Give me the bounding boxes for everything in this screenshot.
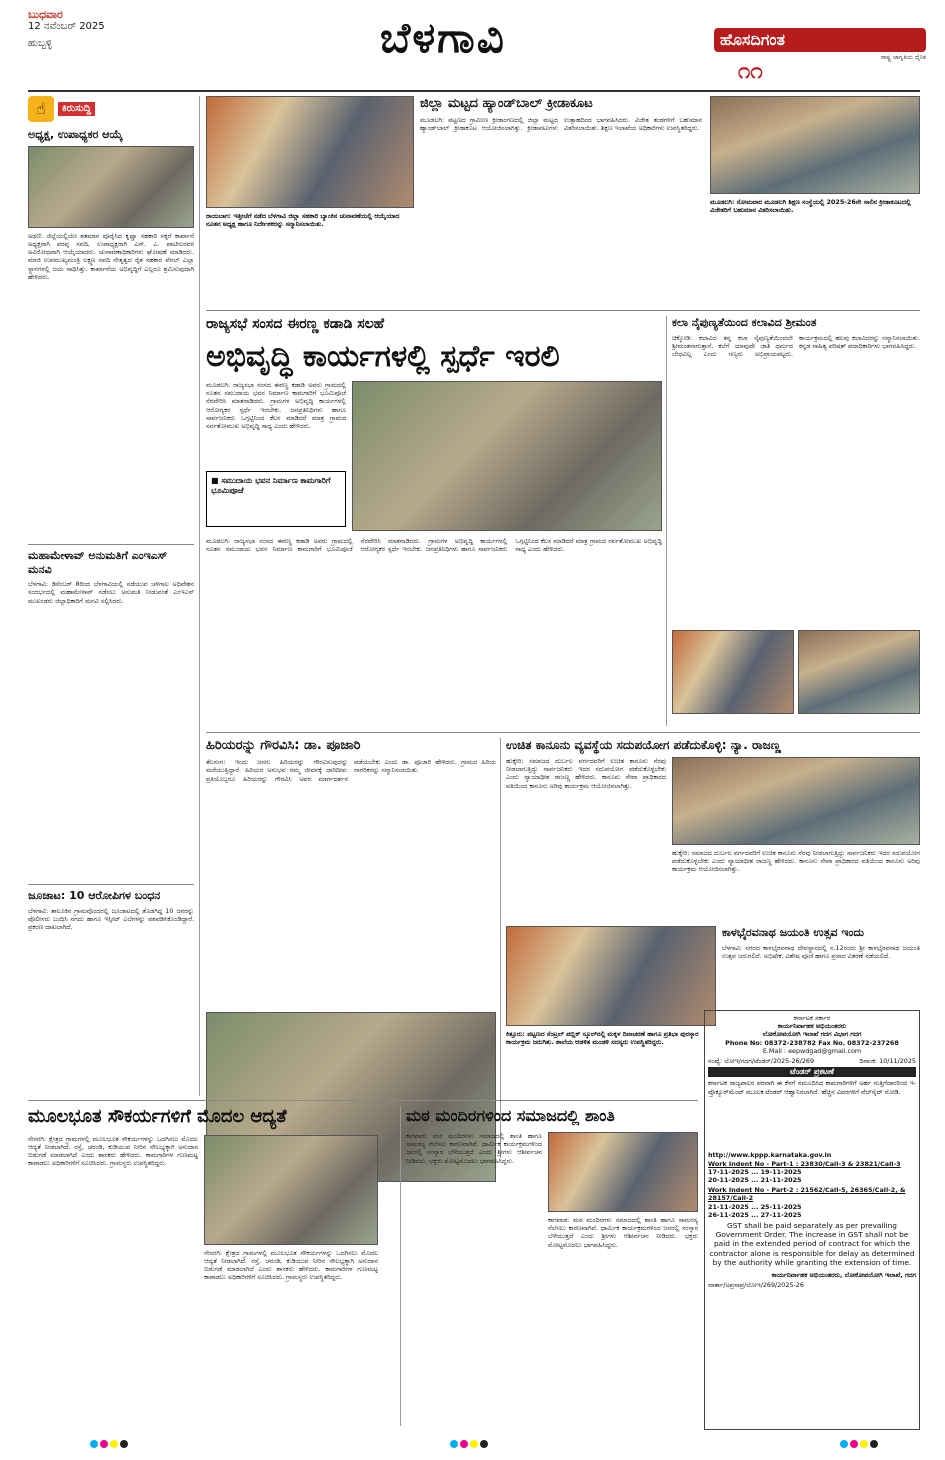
moodalagi-caption: ಮೂಡಲಗಿ: ಸೋಮವಾರ ಮೂಡಲಗಿ ಶಿಕ್ಷಣ ಸಂಸ್ಥೆಯಲ್ಲಿ 2025-26ನೇ ಸಾಲಿನ ಕ್ರೀಡಾಕೂಟದಲ್ಲಿ ವಿಜೇತರಿಗೆ ಬಹುಮಾನ ವಿತರಿಸಲಾಯಿತು. [710, 198, 911, 214]
kittur-story [506, 926, 716, 1134]
tender-dates-4: 26-11-2025 ... 27-11-2025 [708, 1210, 802, 1219]
hiriyaru-title: ಹಿರಿಯರನ್ನು ಗೌರವಿಸಿ: ಡಾ. ಪೂಜಾರಿ [206, 738, 361, 753]
tender-phone: Phone No: 08372-238782 Fax No. 08372-237268 [725, 1038, 899, 1047]
moodalagi-photo [710, 96, 920, 194]
tender-dates-2: 20-11-2025 ... 21-11-2025 [708, 1176, 802, 1185]
tender-notice [704, 1010, 920, 1430]
kirusuddi-headline-1: ಅಧ್ಯಕ್ಷ, ಉಪಾಧ್ಯಕರ ಆಯ್ಕೆ [28, 128, 123, 141]
kanoonu-photo [672, 757, 920, 845]
kalabhairava-title: ಕಾಳಭೈರವನಾಥ ಜಯಂತಿ ಉತ್ಸವ ಇಂದು [722, 926, 865, 939]
lead-text-intro: ಮೂಡಲಗಿ: ರಾಜ್ಯಸಭಾ ಸಂಸದ ಈರಣ್ಣ ಕಡಾಡಿ ಅವರು ಗ್ರಾಮದಲ್ಲಿ ನೂತನ ಸಮುದಾಯ ಭವನ ನಿರ್ಮಾಣ ಕಾಮಗಾರಿಗೆ ಭೂಮಿಪೂಜೆ ನೆರವೇರಿಸಿ ಮಾತನಾಡಿದರು. ಗ್ರಾಮಗಳ ಅಭಿವೃದ್ಧಿ ಕಾರ್ಯಗಳಲ್ಲಿ ಆರೋಗ್ಯಕರ ಸ್ಪರ್ಧೆ ಇರಬೇಕು. ಜನಪ್ರತಿನಿಧಿಗಳು ಹಾಗೂ ಸಾರ್ವಜನಿಕರು ಒಗ್ಗಟ್ಟಿನಿಂದ ಕೆಲಸ ಮಾಡಿದರೆ ಮಾತ್ರ ಗ್ರಾಮದ ಸರ್ವತೋಮುಖ ಅಭಿವೃದ್ಧಿ ಸಾಧ್ಯ ಎಂದು ಹೇಳಿದರು. [206, 381, 346, 431]
tender-sign: ಕಾರ್ಯನಿರ್ವಾಹಕ ಅಭಿಯಂತರರು, ಲೋಕೋಪಯೋಗಿ ಇಲಾಖೆ, ಗದಗ [771, 1271, 916, 1280]
tender-email: E.Mail : eepwdgad@gmail.com [762, 1046, 862, 1055]
handball-story [420, 96, 702, 302]
divider [28, 884, 194, 885]
kala-photo-2 [798, 630, 920, 714]
tender-office: ಕಾರ್ಯನಿರ್ವಾಹಕ ಅಭಿಯಂತರರು [777, 1022, 847, 1031]
lead-photo [352, 381, 662, 531]
moolabhoota-story [28, 1106, 378, 1435]
raitara-story [206, 96, 414, 298]
print-marks [90, 1440, 130, 1450]
kalabhairava-story [722, 926, 920, 1008]
tender-body: ಕರ್ನಾಟಕ ರಾಜ್ಯಪಾಲರ ಪರವಾಗಿ ಈ ಕೆಳಗೆ ನಮೂದಿಸಿದ ಕಾಮಗಾರಿಗಳಿಗೆ ಅರ್ಹ ಗುತ್ತಿಗೆದಾರರಿಂದ ಇ-ಪ್ರೊಕ್ಯೂರ್‌ಮೆಂಟ್ ಮೂಲಕ ಟೆಂಡರ್ ಆಹ್ವಾನಿಸಲಾಗಿದೆ. ಹೆಚ್ಚಿನ ವಿವರಗಳಿಗೆ ವೆಬ್‌ಸೈಟ್ ನೋಡಿ. [708, 1079, 916, 1096]
header-day: ಬುಧವಾರ [28, 8, 63, 21]
moolabhoota-title: ಮೂಲಭೂತ ಸೌಕರ್ಯಗಳಿಗೆ ಮೊದಲ ಆದ್ಯತೆ [28, 1106, 287, 1127]
print-marks [840, 1440, 880, 1450]
kirusuddi-photo [28, 146, 194, 228]
lead-pull-quote [206, 471, 346, 527]
moolabhoota-text-1: ನೇಸರಗಿ: ಕ್ಷೇತ್ರದ ಗ್ರಾಮಗಳಲ್ಲಿ ಮೂಲಭೂತ ಸೌಕರ್ಯಗಳನ್ನು ಒದಗಿಸಲು ಮೊದಲ ಆದ್ಯತೆ ನೀಡಲಾಗಿದೆ. ರಸ್ತೆ, ಚರಂಡಿ, ಕುಡಿಯುವ ನೀರಿನ ಸೌಲಭ್ಯಕ್ಕಾಗಿ ಅನುದಾನ ಬಿಡುಗಡೆ ಮಾಡಲಾಗಿದೆ ಎಂದು ಶಾಸಕರು ಹೇಳಿದರು. ಕಾಮಗಾರಿಗಳ ಗುಣಮಟ್ಟ ಕಾಪಾಡಲು ಅಧಿಕಾರಿಗಳಿಗೆ ಸೂಚಿಸಿದರು. ಗ್ರಾಮಸ್ಥರು ಉಪಸ್ಥಿತರಿದ್ದರು. [28, 1134, 198, 1168]
brand-logo [714, 28, 926, 84]
column-rule [666, 316, 667, 726]
kirusuddi-headline-3: ಜೂಜಾಟ: 10 ಆರೋಪಿಗಳ ಬಂಧನ [28, 889, 161, 903]
tender-bar: ಟೆಂಡರ್ ಪ್ರಕಟಣೆ [708, 1067, 916, 1077]
kanoonu-text-1: ಹುಕ್ಕೇರಿ: ಸಮಾಜದ ದುರ್ಬಲ ವರ್ಗದವರಿಗೆ ಉಚಿತ ಕಾನೂನು ನೆರವು ನೀಡಲಾಗುತ್ತಿದ್ದು ಸಾರ್ವಜನಿಕರು ಇದರ ಸದುಪಯೋಗ ಪಡೆದುಕೊಳ್ಳಬೇಕು ಎಂದು ನ್ಯಾಯಾಧೀಶ ರಾಜಣ್ಣ ಹೇಳಿದರು. ಕಾನೂನು ಸೇವಾ ಪ್ರಾಧಿಕಾರದ ವತಿಯಿಂದ ಕಾನೂನು ಅರಿವು ಕಾರ್ಯಕ್ರಮ ಆಯೋಜಿಸಲಾಗಿತ್ತು. [506, 757, 666, 790]
kala-story [672, 316, 920, 714]
print-marks [450, 1440, 490, 1450]
kala-photo-1 [672, 630, 794, 714]
tender-ref: ಸಂಖ್ಯೆ: ಲೋಇ/ಗದಗ/ಟೆಂಡರ್/2025-26/269 [708, 1057, 815, 1066]
handball-text: ಮೂಡಲಗಿ: ಪಟ್ಟಣದ ಗ್ರಾಮೀಣ ಕ್ರೀಡಾಂಗಣದಲ್ಲಿ ಜಿಲ್ಲಾ ಮಟ್ಟದ ಹ್ಯಾಂಡ್‌ಬಾಲ್ ಕ್ರೀಡಾಕೂಟ ಆಯೋಜಿಸಲಾಗಿತ್ತು. ಕ್ರೀಡಾಪಟುಗಳು ಉತ್ಸಾಹದಿಂದ ಭಾಗವಹಿಸಿದರು. ವಿಜೇತ ತಂಡಗಳಿಗೆ ಬಹುಮಾನ ವಿತರಿಸಲಾಯಿತು. ಶಿಕ್ಷಣ ಇಲಾಖೆಯ ಅಧಿಕಾರಿಗಳು ಉಪಸ್ಥಿತರಿದ್ದರು. [420, 116, 702, 133]
kanoonu-text-2: ಹುಕ್ಕೇರಿ: ಸಮಾಜದ ದುರ್ಬಲ ವರ್ಗದವರಿಗೆ ಉಚಿತ ಕಾನೂನು ನೆರವು ನೀಡಲಾಗುತ್ತಿದ್ದು ಸಾರ್ವಜನಿಕರು ಇದರ ಸದುಪಯೋಗ ಪಡೆದುಕೊಳ್ಳಬೇಕು ಎಂದು ನ್ಯಾಯಾಧೀಶ ರಾಜಣ್ಣ ಹೇಳಿದರು. ಕಾನೂನು ಸೇವಾ ಪ್ರಾಧಿಕಾರದ ವತಿಯಿಂದ ಕಾನೂನು ಅರಿವು ಕಾರ್ಯಕ್ರಮ ಆಯೋಜಿಸಲಾಗಿತ್ತು. [672, 849, 920, 874]
tender-foot: ವಾರ್ತಾ/ಅಪ್ರಸಾಪ್ರ/ಲೋಇ/269/2025-26 [708, 1281, 804, 1290]
moolabhoota-text-2: ನೇಸರಗಿ: ಕ್ಷೇತ್ರದ ಗ್ರಾಮಗಳಲ್ಲಿ ಮೂಲಭೂತ ಸೌಕರ್ಯಗಳನ್ನು ಒದಗಿಸಲು ಮೊದಲ ಆದ್ಯತೆ ನೀಡಲಾಗಿದೆ. ರಸ್ತೆ, ಚರಂಡಿ, ಕುಡಿಯುವ ನೀರಿನ ಸೌಲಭ್ಯಕ್ಕಾಗಿ ಅನುದಾನ ಬಿಡುಗಡೆ ಮಾಡಲಾಗಿದೆ ಎಂದು ಶಾಸಕರು ಹೇಳಿದರು. ಕಾಮಗಾರಿಗಳ ಗುಣಮಟ್ಟ ಕಾಪಾಡಲು ಅಧಿಕಾರಿಗಳಿಗೆ ಸೂಚಿಸಿದರು. ಗ್ರಾಮಸ್ಥರು ಉಪಸ್ಥಿತರಿದ್ದರು. [204, 1248, 378, 1282]
tender-work-2: Work Indent No - Part-2 : 21562/Call-5, 26365/Call-2, & 28157/Call-2 [708, 1186, 906, 1203]
section-masthead: ಬೆಳಗಾವಿ [380, 13, 506, 62]
tender-date: ದಿನಾಂಕ: 10/11/2025 [859, 1057, 916, 1066]
raitara-photo [206, 96, 414, 208]
lead-story [206, 316, 662, 715]
handball-title: ಜಿಲ್ಲಾ ಮಟ್ಟದ ಹ್ಯಾಂಡ್‌ಬಾಲ್ ಕ್ರೀಡಾಕೂಟ [420, 96, 593, 111]
kanoonu-story [506, 738, 920, 933]
header-date: 12 ನವೆಂಬರ್ 2025 [28, 21, 105, 33]
header-city: ಹುಬ್ಬಳ್ಳಿ [28, 38, 53, 50]
kittur-caption: ಕಿತ್ತೂರು: ಪಟ್ಟಣದ ಸೆಂಟ್ರಲ್ ಪಬ್ಲಿಕ್ ಸ್ಕೂಲ್‌ನಲ್ಲಿ ಮಕ್ಕಳ ದಿನಾಚರಣೆ ಹಾಗೂ ಪ್ರತಿಭಾ ಪುರಸ್ಕಾರ ಕಾರ್ಯಕ್ರಮ ಜರುಗಿತು. ಶಾಲೆಯ ಆಡಳಿತ ಮಂಡಳಿ ಸದಸ್ಯರು ಉಪಸ್ಥಿತರಿದ್ದರು. [506, 1030, 699, 1046]
kala-text: ಚಿಕ್ಕೋಡಿ: ಕಲಾವಿದ ತನ್ನ ಕಲಾ ನೈಪುಣ್ಯತೆಯಿಂದಲೇ ಶ್ರೀಮಂತನಾಗುತ್ತಾನೆ. ಕಲೆಗೆ ಯಾವುದೇ ಜಾತಿ ಧರ್ಮದ ಬೇಧವಿಲ್ಲ ಎಂದು ಗಣ್ಯರು ಅಭಿಪ್ರಾಯಪಟ್ಟರು. ಕಾರ್ಯಕ್ರಮದಲ್ಲಿ ಹಲವು ಕಲಾವಿದರನ್ನು ಸನ್ಮಾನಿಸಲಾಯಿತು. ಕನ್ನಡ ಸಾಹಿತ್ಯ ಪರಿಷತ್ ಪದಾಧಿಕಾರಿಗಳು ಭಾಗವಹಿಸಿದ್ದರು. [672, 333, 920, 359]
moodalagi-story [710, 96, 920, 308]
header-dateline [28, 8, 105, 50]
brand-tag: ರಾಷ್ಟ್ರ ಜಾಗೃತಿಯ ದೈನಿಕ [880, 54, 926, 61]
tender-work-1: Work Indent No - Part-1 : 23830/Call-3 & 23821/Call-3 [708, 1159, 901, 1168]
column-rule [199, 96, 200, 1096]
matha-story [406, 1106, 698, 1432]
tender-gov: ಕರ್ನಾಟಕ ಸರ್ಕಾರ [793, 1014, 831, 1022]
raitara-caption: ರಾಯಬಾಗ: ಇತ್ತೀಚೆಗೆ ನಡೆದ ಬೆಳಗಾವಿ ಜಿಲ್ಲಾ ಸಹಕಾರಿ ಬ್ಯಾಂಕಿನ ಚುನಾವಣೆಯಲ್ಲಿ ಆಯ್ಕೆಯಾದ ನೂತನ ಅಧ್ಯಕ್ಷ ಹಾಗೂ ನಿರ್ದೇಶಕರನ್ನು ಸನ್ಮಾನಿಸಲಾಯಿತು. [206, 212, 400, 228]
hiriyaru-text: ತೆಲಸಂಗ: ಇಂದು ಜನರು ಹಿರಿಯರನ್ನು ಗೌರವಿಸುವುದನ್ನು ಮರೆಯುತ್ತಿದ್ದಾರೆ. ಹಿರಿಯರ ಅನುಭವ ನಮ್ಮ ಜೀವನಕ್ಕೆ ದಾರಿದೀಪ. ಪ್ರತಿಯೊಬ್ಬರೂ ಹಿರಿಯರನ್ನು ಗೌರವಿಸಿ ಅವರ ಮಾರ್ಗದರ್ಶನ ಪಡೆಯಬೇಕು ಎಂದು ಡಾ. ಪೂಜಾರಿ ಹೇಳಿದರು. ಗ್ರಾಮದ ಹಿರಿಯ ನಾಗರಿಕರನ್ನು ಸನ್ಮಾನಿಸಲಾಯಿತು. [206, 758, 496, 783]
matha-text-2: ಕಾಗವಾಡ: ಮಠ ಮಂದಿರಗಳು ಸಮಾಜದಲ್ಲಿ ಶಾಂತಿ ಹಾಗೂ ಸಾಮರಸ್ಯ ನೆಲೆಸಲು ಕಾರಣವಾಗಿವೆ. ಧಾರ್ಮಿಕ ಕಾರ್ಯಕ್ರಮಗಳಿಂದ ಜನರಲ್ಲಿ ಸಂಸ್ಕಾರ ಬೆಳೆಯುತ್ತದೆ ಎಂದು ಶ್ರೀಗಳು ಆಶೀರ್ವಚನ ನೀಡಿದರು. ಭಕ್ತರು ಮೋಟ್ಟಮೊದಲು ಭಾಗವಹಿಸಿದ್ದರು. [548, 1216, 698, 1249]
lead-headline: ಅಭಿವೃದ್ಧಿ ಕಾರ್ಯಗಳಲ್ಲಿ ಸ್ಪರ್ಧೆ ಇರಲಿ [206, 338, 560, 374]
header-rule [28, 90, 920, 92]
divider [206, 732, 920, 733]
lead-text-body: ಮೂಡಲಗಿ: ರಾಜ್ಯಸಭಾ ಸಂಸದ ಈರಣ್ಣ ಕಡಾಡಿ ಅವರು ಗ್ರಾಮದಲ್ಲಿ ನೂತನ ಸಮುದಾಯ ಭವನ ನಿರ್ಮಾಣ ಕಾಮಗಾರಿಗೆ ಭೂಮಿಪೂಜೆ ನೆರವೇರಿಸಿ ಮಾತನಾಡಿದರು. ಗ್ರಾಮಗಳ ಅಭಿವೃದ್ಧಿ ಕಾರ್ಯಗಳಲ್ಲಿ ಆರೋಗ್ಯಕರ ಸ್ಪರ್ಧೆ ಇರಬೇಕು. ಜನಪ್ರತಿನಿಧಿಗಳು ಹಾಗೂ ಸಾರ್ವಜನಿಕರು ಒಗ್ಗಟ್ಟಿನಿಂದ ಕೆಲಸ ಮಾಡಿದರೆ ಮಾತ್ರ ಗ್ರಾಮದ ಸರ್ವತೋಮುಖ ಅಭಿವೃದ್ಧಿ ಸಾಧ್ಯ ಎಂದು ಹೇಳಿದರು. [206, 537, 662, 554]
matha-title: ಮಠ ಮಂದಿರಗಳಿಂದ ಸಮಾಜದಲ್ಲಿ ಶಾಂತಿ [406, 1106, 615, 1125]
matha-text-1: ಕಾಗವಾಡ: ಮಠ ಮಂದಿರಗಳು ಸಮಾಜದಲ್ಲಿ ಶಾಂತಿ ಹಾಗೂ ಸಾಮರಸ್ಯ ನೆಲೆಸಲು ಕಾರಣವಾಗಿವೆ. ಧಾರ್ಮಿಕ ಕಾರ್ಯಕ್ರಮಗಳಿಂದ ಜನರಲ್ಲಿ ಸಂಸ್ಕಾರ ಬೆಳೆಯುತ್ತದೆ ಎಂದು ಶ್ರೀಗಳು ಆಶೀರ್ವಚನ ನೀಡಿದರು. ಭಕ್ತರು ಮೋಟ್ಟಮೊದಲು ಭಾಗವಹಿಸಿದ್ದರು. [406, 1132, 542, 1165]
kirusuddi-text-3: ಬೆಳಗಾವಿ: ತಾಲೂಕಿನ ಗ್ರಾಮವೊಂದರಲ್ಲಿ ಜೂಜಾಟದಲ್ಲಿ ತೊಡಗಿದ್ದ 10 ಜನರನ್ನು ಪೊಲೀಸರು ಬಂಧಿಸಿ ನಗದು ಹಾಗೂ ಇಸ್ಪೀಟ್ ಎಲೆಗಳನ್ನು ವಶಪಡಿಸಿಕೊಂಡಿದ್ದಾರೆ. ಪ್ರಕರಣ ದಾಖಲಾಗಿದೆ. [28, 907, 194, 932]
matha-photo [548, 1132, 698, 1212]
divider [28, 544, 194, 545]
brand-name: ಹೊಸದಿಗಂತ [714, 28, 926, 52]
divider [28, 1100, 698, 1101]
tender-dept: ಲೋಕೋಪಯೋಗಿ ಇಲಾಖೆ ಗದಗ ವಿಭಾಗ ಗದಗ [762, 1030, 862, 1039]
kittur-photo [506, 926, 716, 1026]
tender-web: http://www.kppp.karnataka.gov.in [708, 1151, 832, 1160]
column-rule [400, 1106, 401, 1426]
kirusuddi-column [28, 96, 194, 1097]
tender-gst: GST shall be paid separately as per prevailing Government Order. The increase in GST shall not be paid in the extended period of contract for which the contractor alone is responsible for delay as determined by the authority while granting the extension of time. [709, 1221, 915, 1267]
kanoonu-title: ಉಚಿತ ಕಾನೂನು ವ್ಯವಸ್ಥೆಯ ಸದುಪಯೋಗ ಪಡೆದುಕೊಳ್ಳಿ: ನ್ಯಾ. ರಾಜಣ್ಣ [506, 738, 781, 752]
column-rule [500, 738, 501, 1158]
hand-icon: ☝ [28, 96, 54, 122]
square-bullet-icon: ■ [211, 476, 222, 485]
kala-title: ಕಲಾ ನೈಪುಣ್ಯತೆಯಿಂದ ಕಲಾವಿದ ಶ್ರೀಮಂತ [672, 316, 817, 329]
divider [206, 310, 920, 311]
kirusuddi-headline-2: ಮಹಾಮೇಳಾವ್ ಅನುಮತಿಗೆ ಎಂಇಎಸ್ ಮನವಿ [28, 548, 168, 576]
tender-dates-3: 21-11-2025 ... 25-11-2025 [708, 1202, 802, 1211]
moolabhoota-photo [204, 1135, 378, 1245]
kirusuddi-text-2: ಬೆಳಗಾವಿ: ಡಿಸೆಂಬರ್ 8ರಿಂದ ಬೆಳಗಾವಿಯಲ್ಲಿ ನಡೆಯುವ ಚಳಿಗಾಲ ಅಧಿವೇಶನ ಸಂದರ್ಭದಲ್ಲಿ ಮಹಾಮೇಳಾವ್ ನಡೆಸಲು ಅನುಮತಿ ನೀಡುವಂತೆ ಎಂಇಎಸ್ ಮುಖಂಡರು ಜಿಲ್ಲಾಧಿಕಾರಿಗೆ ಮನವಿ ಸಲ್ಲಿಸಿದರು. [28, 580, 194, 605]
tender-dates-1: 17-11-2025 ... 19-11-2025 [708, 1167, 802, 1176]
kirusuddi-text-1: ಅಥಣಿ: ಜಿಲ್ಲೆಯಲ್ಲಿಯೇ ಶತಮಾನ ಪೂರೈಸಿದ ಕೃಷ್ಣಾ ಸಹಕಾರಿ ಸಕ್ಕರೆ ಕಾರ್ಖಾನೆ ಅಧ್ಯಕ್ಷರಾಗಿ ಪರಪ್ಪ ಸವದಿ, ಉಪಾಧ್ಯಕ್ಷರಾಗಿ ಎಸ್. ಎ. ಪಾಟೀಲರವರ ಅವಿರೋಧವಾಗಿ ಆಯ್ಕೆಯಾದರು. ಚುನಾವಣಾಧಿಕಾರಿಗಳು ಘೋಷಣೆ ಮಾಡಿದರು. ಮಾಜಿ ಉಪಮುಖ್ಯಮಂತ್ರಿ ಲಕ್ಷ್ಮಣ ಸವದಿ ನೇತೃತ್ವದ ರೈತ ಸಹಕಾರ ಪೆನಲ್ ಎಲ್ಲಾ ಸ್ಥಾನಗಳಲ್ಲಿ ಜಯ ಸಾಧಿಸಿತ್ತು. ಕಾರ್ಖಾನೆಯ ಅಭಿವೃದ್ಧಿಗೆ ಎಲ್ಲರೂ ಶ್ರಮಿಸುವುದಾಗಿ ಹೇಳಿದರು. [28, 231, 194, 281]
page-number: ೧೧ [738, 59, 763, 84]
kalabhairava-text: ಬೆಳಗಾವಿ: ನಗರದ ಕಾಳಭೈರವನಾಥ ದೇವಸ್ಥಾನದಲ್ಲಿ ನ.12ರಂದು ಶ್ರೀ ಕಾಳಭೈರವನಾಥ ಜಯಂತಿ ಉತ್ಸವ ಜರುಗಲಿದೆ. ಅಭಿಷೇಕ, ವಿಶೇಷ ಪೂಜೆ ಹಾಗೂ ಪ್ರಸಾದ ವಿತರಣೆ ನಡೆಯಲಿದೆ. [722, 943, 920, 960]
lead-pull-text: ಸಮುದಾಯ ಭವನ ನಿರ್ಮಾಣ ಕಾಮಗಾರಿಗೆ ಭೂಮಿಪೂಜೆ [211, 476, 331, 495]
lead-kicker: ರಾಜ್ಯಸಭೆ ಸಂಸದ ಈರಣ್ಣ ಕಡಾಡಿ ಸಲಹೆ [206, 316, 385, 332]
kirusuddi-label: ಕಿರುಸುದ್ದಿ [58, 102, 95, 117]
